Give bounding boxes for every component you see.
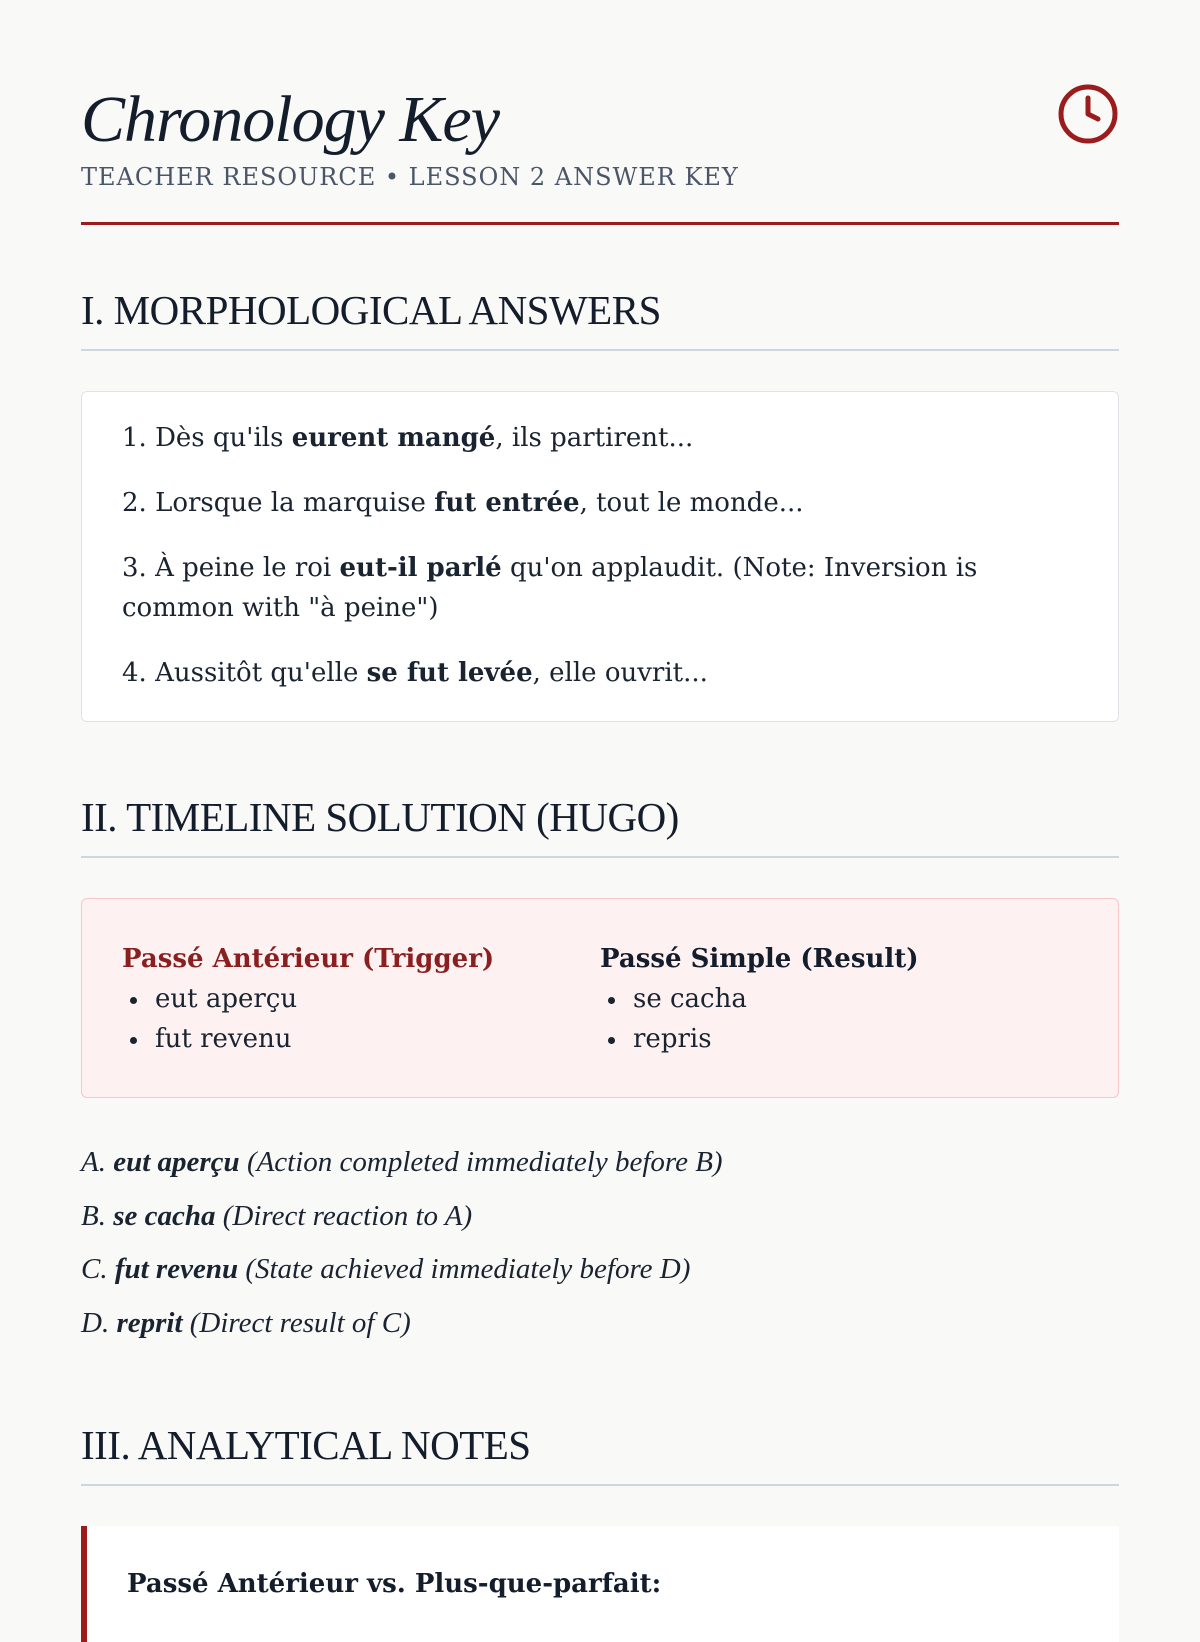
trigger-list bbox=[122, 979, 600, 1059]
sequence-letter: B. bbox=[81, 1199, 106, 1232]
sequence-verb: eut aperçu bbox=[113, 1146, 240, 1178]
trigger-column-title: Passé Antérieur (Trigger) bbox=[122, 944, 495, 974]
page-title: Chronology Key bbox=[81, 83, 499, 156]
answer-verb: fut entrée bbox=[434, 488, 580, 518]
page-subtitle: TEACHER RESOURCE • LESSON 2 ANSWER KEY bbox=[81, 163, 739, 191]
list-item: eut aperçu bbox=[122, 979, 600, 1019]
sequence-letter: C. bbox=[81, 1253, 108, 1285]
timeline-sequence bbox=[81, 1136, 1119, 1350]
sequence-letter: D. bbox=[81, 1306, 110, 1339]
section-heading-morphological: I. MORPHOLOGICAL ANSWERS bbox=[81, 285, 1119, 351]
sequence-verb: se cacha bbox=[113, 1199, 216, 1232]
page-header bbox=[81, 0, 1119, 225]
section-heading-analytical-notes: III. ANALYTICAL NOTES bbox=[81, 1420, 1119, 1486]
list-item: repris bbox=[600, 1019, 1078, 1059]
answer-number: 3. bbox=[122, 553, 147, 583]
answer-text-before: Lorsque la marquise bbox=[155, 488, 426, 518]
sequence-item bbox=[81, 1243, 1119, 1297]
answer-text-before: Aussitôt qu'elle bbox=[155, 658, 359, 688]
clock-icon bbox=[1057, 83, 1119, 145]
sequence-verb: fut revenu bbox=[114, 1253, 239, 1285]
sequence-note: (State achieved immediately before D) bbox=[245, 1253, 691, 1285]
morphological-answers-box bbox=[81, 391, 1119, 722]
answer-verb: eut-il parlé bbox=[339, 553, 502, 583]
answer-text-after: , ils partirent... bbox=[495, 423, 694, 453]
list-item: se cacha bbox=[600, 979, 1078, 1019]
answer-item bbox=[122, 653, 1078, 693]
answer-text-before: À peine le roi bbox=[155, 553, 332, 583]
answer-number: 4. bbox=[122, 658, 147, 688]
sequence-note: (Direct result of C) bbox=[189, 1306, 411, 1339]
answer-text-before: Dès qu'ils bbox=[155, 423, 284, 453]
answer-number: 1. bbox=[122, 423, 147, 453]
result-list bbox=[600, 979, 1078, 1059]
answer-number: 2. bbox=[122, 488, 147, 518]
answer-item bbox=[122, 548, 1078, 628]
answer-verb: eurent mangé bbox=[291, 423, 496, 453]
answer-text-after: , tout le monde... bbox=[579, 488, 804, 518]
sequence-note: (Action completed immediately before B) bbox=[246, 1146, 723, 1178]
answer-item bbox=[122, 483, 1078, 523]
result-column bbox=[600, 939, 1078, 1059]
sequence-item bbox=[81, 1190, 1119, 1244]
notes-heading: Passé Antérieur vs. Plus-que-parfait: bbox=[127, 1569, 662, 1599]
sequence-verb: reprit bbox=[116, 1306, 183, 1339]
result-column-title: Passé Simple (Result) bbox=[600, 944, 919, 974]
answer-item bbox=[122, 418, 1078, 458]
list-item: fut revenu bbox=[122, 1019, 600, 1059]
timeline-solution-box bbox=[81, 898, 1119, 1098]
sequence-letter: A. bbox=[81, 1146, 106, 1178]
section-heading-timeline: II. TIMELINE SOLUTION (HUGO) bbox=[81, 792, 1119, 858]
answer-text-after: , elle ouvrit... bbox=[532, 658, 708, 688]
answer-verb: se fut levée bbox=[366, 658, 533, 688]
analytical-notes-box bbox=[81, 1526, 1119, 1642]
sequence-item bbox=[81, 1136, 1119, 1190]
trigger-column bbox=[122, 939, 600, 1059]
answer-text-after: qu'on applaudit. (Note: Inversion is common with "à peine") bbox=[122, 553, 978, 623]
sequence-note: (Direct reaction to A) bbox=[222, 1199, 473, 1232]
sequence-item bbox=[81, 1297, 1119, 1351]
